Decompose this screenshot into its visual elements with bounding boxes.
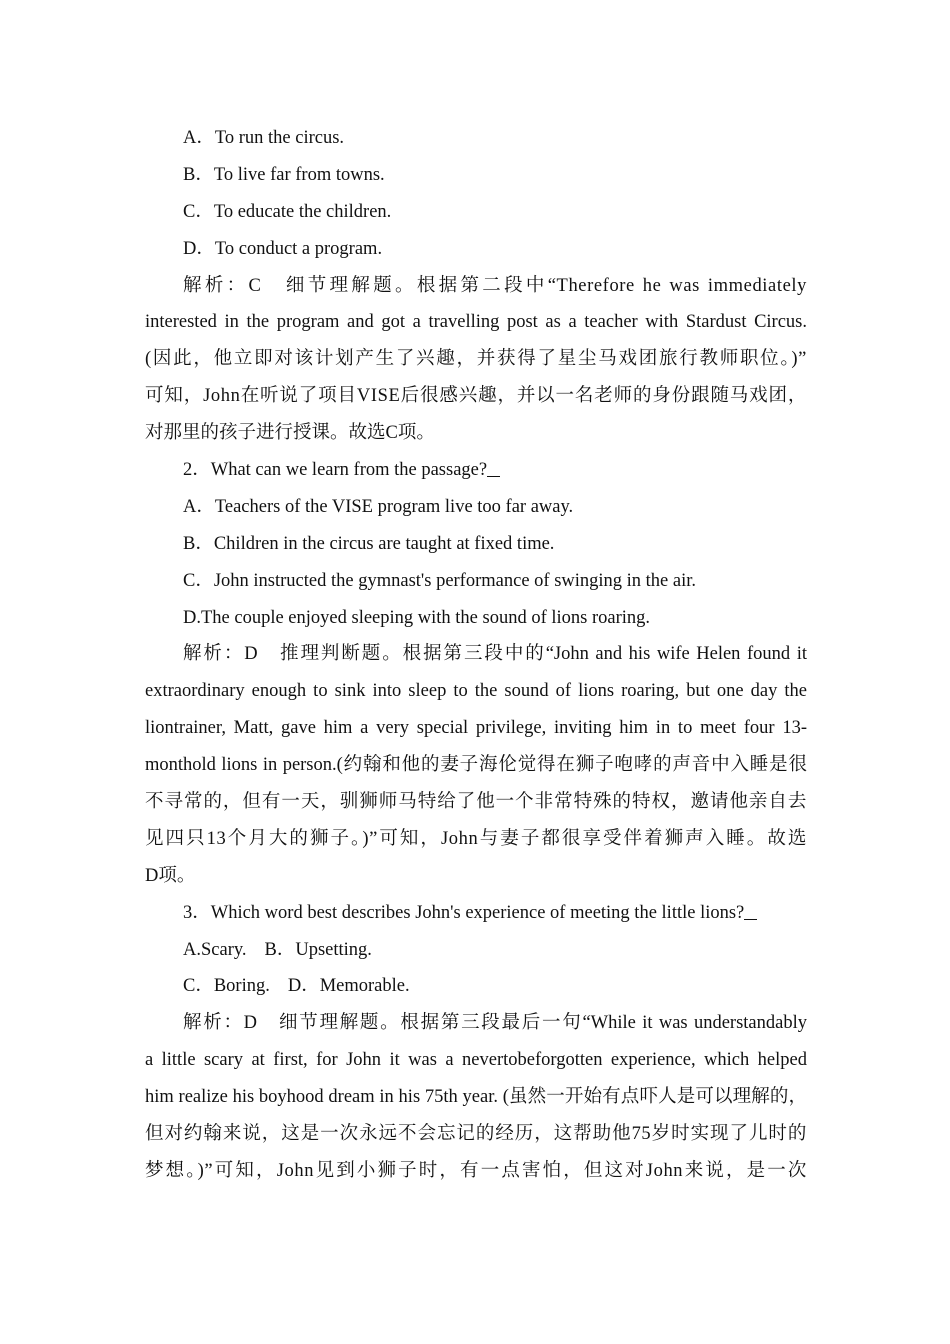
q3-analysis-line: 解析：D 细节理解题。根据第三段最后一句“While it was understandably bbox=[183, 1013, 807, 1034]
q1-option-c: C．To educate the children. bbox=[183, 201, 392, 222]
q2-stem bbox=[145, 452, 807, 489]
q2-analysis-line: 见四只13个月大的狮子。)”可知，John与妻子都很享受伴着狮声入睡。故选 bbox=[145, 828, 807, 849]
q3-stem-text: 3．Which word best describes John's experience of meeting the little lions? bbox=[183, 902, 745, 923]
q1-option-d: D．To conduct a program. bbox=[183, 238, 383, 259]
q2-analysis-line: monthold lions in person.(约翰和他的妻子海伦觉得在狮子咆哮的声音中入睡是很 bbox=[145, 755, 807, 776]
q2-analysis-line: 不寻常的，但有一天，驯狮师马特给了他一个非常特殊的特权，邀请他亲自去 bbox=[145, 792, 807, 813]
q3-option-d: D．Memorable. bbox=[287, 976, 410, 997]
q1-analysis-line: 解析：C 细节理解题。根据第二段中“Therefore he was immediately bbox=[183, 275, 807, 296]
q2-option-c: C．John instructed the gymnast's performance of swinging in the air. bbox=[183, 570, 697, 591]
q2-option-b: B．Children in the circus are taught at fixed time. bbox=[183, 533, 555, 554]
q3-stem bbox=[145, 895, 807, 932]
q1-analysis-line: 可知，John在听说了项目VISE后很感兴趣，并以一名老师的身份跟随马戏团， bbox=[145, 386, 807, 407]
answer-blank bbox=[487, 458, 500, 477]
q2-option-d: D.The couple enjoyed sleeping with the sound of lions roaring. bbox=[183, 607, 651, 628]
q1-analysis-line: interested in the program and got a travelling post as a teacher with Stardust Circus. bbox=[145, 312, 807, 333]
q2-analysis-line: D项。 bbox=[145, 865, 196, 886]
q3-option-b: B．Upsetting. bbox=[264, 939, 372, 960]
q2-stem-text: 2．What can we learn from the passage? bbox=[183, 460, 488, 481]
q1-analysis-line: 对那里的孩子进行授课。故选C项。 bbox=[145, 423, 435, 444]
q2-analysis-line: liontrainer, Matt, gave him a very special privilege, inviting him in to meet four 13- bbox=[145, 718, 807, 739]
q3-options-row-2 bbox=[145, 968, 807, 1005]
q3-options-row-1 bbox=[145, 932, 807, 969]
document-body bbox=[145, 120, 807, 1190]
q3-analysis-line: him realize his boyhood dream in his 75th year. (虽然一开始有点吓人是可以理解的， bbox=[145, 1087, 807, 1108]
q3-analysis-line: a little scary at first, for John it was a nevertobeforgotten experience, which helped bbox=[145, 1050, 807, 1071]
q1-analysis-line: (因此，他立即对该计划产生了兴趣，并获得了星尘马戏团旅行教师职位。)” bbox=[145, 349, 807, 370]
q2-option-a: A．Teachers of the VISE program live too far away. bbox=[183, 496, 574, 517]
q3-analysis-line: 梦想。)”可知，John见到小狮子时，有一点害怕，但这对John来说，是一次 bbox=[145, 1160, 807, 1181]
q2-analysis-line: extraordinary enough to sink into sleep to the sound of lions roaring, but one day the bbox=[145, 681, 807, 702]
q1-option-b: B．To live far from towns. bbox=[183, 164, 385, 185]
q2-analysis-line: 解析：D 推理判断题。根据第三段中的“John and his wife Helen found it bbox=[183, 644, 807, 665]
q3-option-c: C．Boring. bbox=[183, 976, 270, 997]
q3-option-a: A.Scary. bbox=[183, 939, 247, 960]
q1-option-a: A．To run the circus. bbox=[183, 128, 345, 148]
answer-blank bbox=[744, 901, 757, 920]
q3-analysis-line: 但对约翰来说，这是一次永远不会忘记的经历，这帮助他75岁时实现了儿时的 bbox=[145, 1124, 807, 1145]
